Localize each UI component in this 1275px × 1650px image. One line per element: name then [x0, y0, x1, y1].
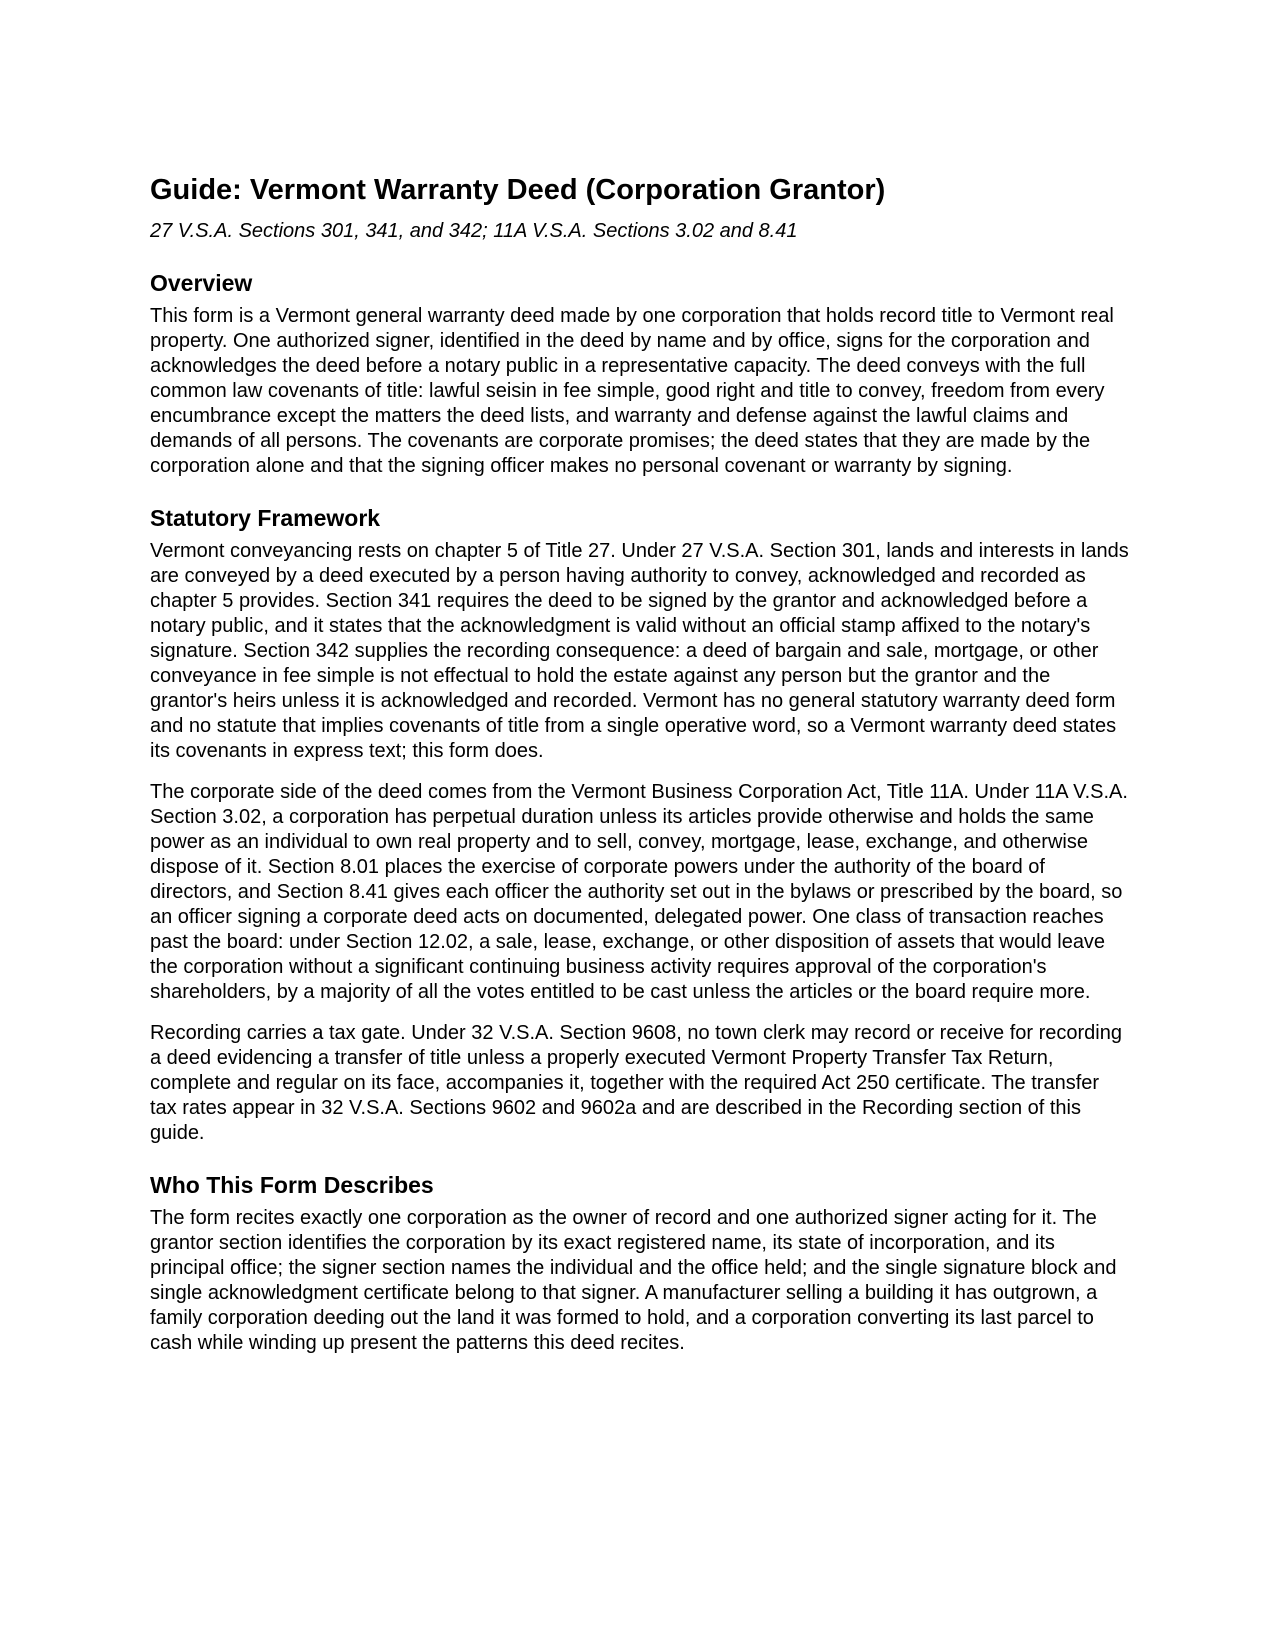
section-heading: Statutory Framework [150, 505, 381, 531]
paragraph: The corporate side of the deed comes from the Vermont Business Corporation Act, Title 11A. Under 11A V.S.A. Section 3.02, a corporation has perpetual duration unless its articles provide otherwise and holds the same power as an individual to own real property and to sell, convey, mortgage, lease, exchange, and otherwise dispose of it. Section 8.01 places the exercise of corporate powers under the authority of the board of directors, and Section 8.41 gives each officer the authority set out in the bylaws or prescribed by the board, so an officer signing a corporate deed acts on documented, delegated power. One class of transaction reaches past the board: under Section 12.02, a sale, lease, exchange, or other disposition of assets that would leave the corporation without a significant continuing business activity requires approval of the corporation's shareholders, by a majority of all the votes entitled to be cast unless the articles or the board require more. [150, 781, 1128, 1003]
section-overview [150, 268, 1130, 479]
document-page [150, 172, 1130, 1356]
section-statutory-framework [150, 503, 1130, 1146]
paragraph: This form is a Vermont general warranty deed made by one corporation that holds record title to Vermont real property. One authorized signer, identified in the deed by name and by office, signs for the corporation and acknowledges the deed before a notary public in a representative capacity. The deed conveys with the full common law covenants of title: lawful seisin in fee simple, good right and title to convey, freedom from every encumbrance except the matters the deed lists, and warranty and defense against the lawful claims and demands of all persons. The covenants are corporate promises; the deed states that they are made by the corporation alone and that the signing officer makes no personal covenant or warranty by signing. [150, 305, 1114, 477]
section-heading: Overview [150, 270, 253, 296]
paragraph: The form recites exactly one corporation as the owner of record and one authorized signer acting for it. The grantor section identifies the corporation by its exact registered name, its state of incorporation, and its principal office; the signer section names the individual and the office held; and the single signature block and single acknowledgment certificate belong to that signer. A manufacturer selling a building it has outgrown, a family corporation deeding out the land it was formed to hold, and a corporation converting its last parcel to cash while winding up present the patterns this deed recites. [150, 1207, 1117, 1354]
statute-citation: 27 V.S.A. Sections 301, 341, and 342; 11A V.S.A. Sections 3.02 and 8.41 [150, 220, 798, 242]
paragraph: Vermont conveyancing rests on chapter 5 of Title 27. Under 27 V.S.A. Section 301, lands and interests in lands are conveyed by a deed executed by a person having authority to convey, acknowledged and recorded as chapter 5 provides. Section 341 requires the deed to be signed by the grantor and acknowledged before a notary public, and it states that the acknowledgment is valid without an official stamp affixed to the notary's signature. Section 342 supplies the recording consequence: a deed of bargain and sale, mortgage, or other conveyance in fee simple is not effectual to hold the estate against any person but the grantor and the grantor's heirs unless it is acknowledged and recorded. Vermont has no general statutory warranty deed form and no statute that implies covenants of title from a single operative word, so a Vermont warranty deed states its covenants in express text; this form does. [150, 540, 1129, 762]
section-heading: Who This Form Describes [150, 1172, 434, 1198]
paragraph: Recording carries a tax gate. Under 32 V.S.A. Section 9608, no town clerk may record or receive for recording a deed evidencing a transfer of title unless a properly executed Vermont Property Transfer Tax Return, complete and regular on its face, accompanies it, together with the required Act 250 certificate. The transfer tax rates appear in 32 V.S.A. Sections 9602 and 9602a and are described in the Recording section of this guide. [150, 1022, 1122, 1144]
section-who-this-form-describes [150, 1170, 1130, 1356]
document-title: Guide: Vermont Warranty Deed (Corporation Grantor) [150, 174, 886, 206]
